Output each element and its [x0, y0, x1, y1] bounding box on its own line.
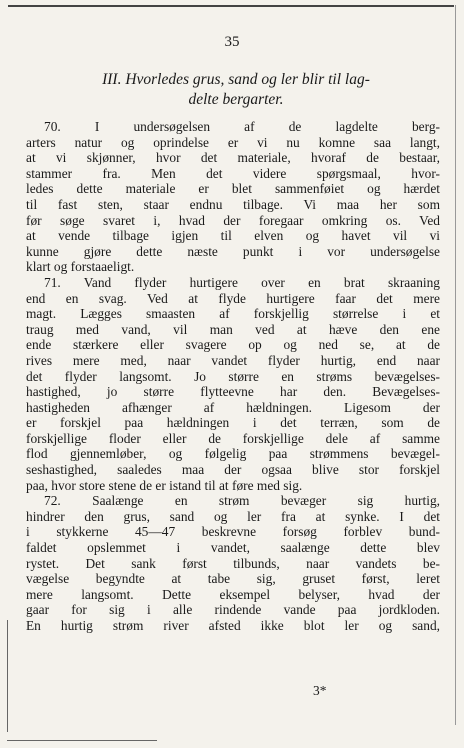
text-line: før søge svaret i, hvad der foregaar omkring os. Ved [26, 212, 440, 228]
text-line: i stykkerne 45—47 beskrevne forsøg forblev bund- [26, 524, 440, 540]
section-heading [36, 70, 436, 110]
text-line: klart og forstaaeligt. [26, 259, 135, 275]
text-line: faldet opslemmet i vandet, saalænge dette blev [26, 540, 440, 556]
text-line: magt. Lægges smaasten af forskjellig størrelse i et [26, 306, 440, 322]
text-line: flod gjennemløber, og følgelig paa strømmens bevægel- [26, 446, 440, 462]
text-line: ende stærkere eller svagere op og ned se, at de [26, 337, 440, 353]
top-page-edge [8, 5, 454, 7]
text-line: 71. Vand flyder hurtigere over en brat skraaning [44, 274, 440, 290]
body-text [26, 119, 440, 634]
text-line: rives mere med, naar vandet flyder hurtig, end naar [26, 352, 440, 368]
left-page-edge [7, 620, 8, 732]
section-heading-line-2: delte bergarter. [188, 91, 284, 108]
text-line: hindrer den grus, sand og ler fra at synke. I det [26, 508, 440, 524]
text-line: til fast sten, staar endnu tilbage. Vi maa her som [26, 196, 440, 212]
text-line: 70. I undersøgelsen af de lagdelte berg- [44, 119, 440, 134]
text-line: hastigheden afhænger af hældningen. Ligesom der [26, 399, 440, 415]
text-line: hastighed, jo større flytteevne har den. Bevægelses- [26, 384, 440, 400]
text-line: kunne gjøre dette næste punkt i vor undersøgelse [26, 243, 440, 259]
page-number: 35 [224, 34, 240, 50]
text-line: end en svag. Ved at flyde hurtigere faar det mere [26, 290, 440, 306]
text-line: seshastighed, saaledes maa der ogsaa blive stor forskjel [26, 462, 440, 478]
text-line: traug med vand, vil man ved at hæve den ene [26, 321, 440, 337]
section-heading-line-1: III. Hvorledes grus, sand og ler blir til lag- [102, 71, 370, 88]
text-line: stammer fra. Men det videre spørgsmaal, hvor- [26, 165, 440, 181]
text-line: at vende tilbage igjen til elven og havet vil vi [26, 228, 440, 244]
text-line: mere langsomt. Dette eksempel belyser, hvad der [26, 586, 440, 602]
right-page-edge [455, 5, 456, 725]
text-line: gaar for sig i alle rindende vande paa jordkloden. [26, 602, 440, 618]
text-line: arters natur og oprindelse er vi nu komne saa langt, [26, 134, 440, 150]
text-line: paa, hvor store stene de er istand til at føre med sig. [26, 477, 303, 493]
text-line: er forskjel paa hældningen i det terræn, som de [26, 415, 440, 431]
text-line: vægelse begyndte at tabe sig, gruset først, leret [26, 571, 440, 587]
bottom-page-edge [7, 740, 157, 741]
text-line: at vi skjønner, hvor det materiale, hvoraf de bestaar, [26, 150, 440, 166]
text-line: ledes dette materiale er blet sammenføiet og hærdet [26, 181, 440, 197]
text-line: det flyder langsomt. Jo større en strøms bevægelses- [26, 368, 440, 384]
text-line: forskjellige floder eller de forskjellige dele af samme [26, 430, 440, 446]
printer-signature-mark: 3* [313, 683, 327, 698]
text-line: 72. Saalænge en strøm bevæger sig hurtig, [44, 493, 440, 509]
text-line: rystet. Det sank først tilbunds, naar vandets be- [26, 555, 440, 571]
text-line: En hurtig strøm river afsted ikke blot ler og sand, [26, 618, 440, 633]
